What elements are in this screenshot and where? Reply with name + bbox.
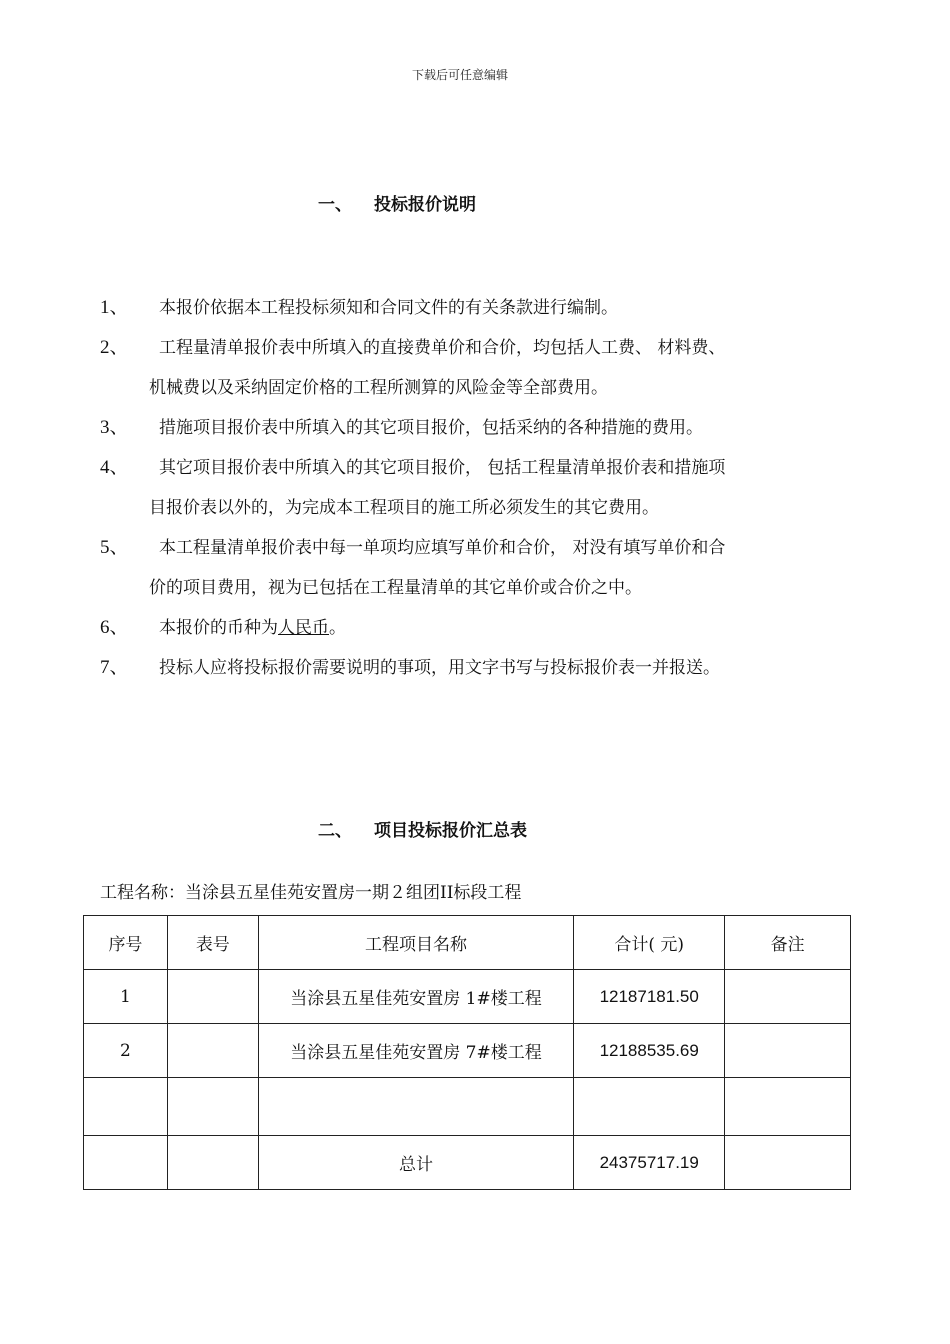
table-cell [725, 1024, 851, 1078]
currency-value: 人民币 [278, 618, 329, 638]
list-item-text [149, 328, 820, 408]
section-title-explanation [318, 190, 476, 215]
column-header: 表号 [167, 916, 258, 970]
table-cell [725, 970, 851, 1024]
list-item-text [159, 648, 820, 688]
list-item-line: 价的项目费用，视为已包括在工程量清单的其它单价或合价之中。 [149, 578, 642, 598]
column-header: 备注 [725, 916, 851, 970]
list-item-line: 本报价依据本工程投标须知和合同文件的有关条款进行编制。 [159, 298, 618, 318]
list-item-text [159, 608, 820, 648]
table-total-row [84, 1136, 851, 1190]
list-item-index: 1、 [100, 297, 129, 318]
column-header: 工程项目名称 [258, 916, 574, 970]
list-item [100, 328, 820, 408]
list-item-text [149, 528, 820, 608]
list-item-line: 措施项目报价表中所填入的其它项目报价，包括采纳的各种措施的费用。 [159, 418, 703, 438]
list-item-text [149, 448, 820, 528]
table-cell [84, 1078, 168, 1136]
table-cell: 12187181.50 [574, 970, 725, 1024]
summary-table [83, 915, 851, 1190]
currency-prefix: 本报价的币种为 [159, 618, 278, 638]
table-row [84, 1024, 851, 1078]
project-name: 工程名称：当涂县五星佳苑安置房一期２组团II标段工程 [100, 883, 522, 903]
table-cell [167, 1136, 258, 1190]
table-cell [258, 1078, 574, 1136]
table-cell: 1 [84, 970, 168, 1024]
list-item [100, 288, 820, 328]
section-title-text: 项目投标报价汇总表 [374, 821, 527, 841]
list-item-index: 7、 [100, 657, 129, 678]
table-cell [574, 1078, 725, 1136]
column-header: 合计( 元) [574, 916, 725, 970]
list-item [100, 528, 820, 608]
table-cell: 当涂县五星佳苑安置房 1#楼工程 [258, 970, 574, 1024]
table-cell [167, 970, 258, 1024]
table-row [84, 1078, 851, 1136]
explanation-list [100, 288, 820, 688]
header-note: 下载后可任意编辑 [411, 68, 508, 82]
list-item-index: 4、 [100, 457, 129, 478]
list-item-line: 投标人应将投标报价需要说明的事项，用文字书写与投标报价表一并报送。 [159, 658, 720, 678]
table-cell: 2 [84, 1024, 168, 1078]
table-cell [167, 1024, 258, 1078]
table-header-row [84, 916, 851, 970]
list-item-text [159, 408, 820, 448]
table-cell [725, 1136, 851, 1190]
list-item-line: 本工程量清单报价表中每一单项均应填写单价和合价， 对没有填写单价和合 [159, 538, 726, 558]
list-item [100, 408, 820, 448]
table-cell: 总计 [258, 1136, 574, 1190]
list-item [100, 608, 820, 648]
list-item [100, 448, 820, 528]
list-item-line [159, 608, 820, 648]
list-item [100, 648, 820, 688]
table-cell: 24375717.19 [574, 1136, 725, 1190]
table-cell: 12188535.69 [574, 1024, 725, 1078]
table-cell: 当涂县五星佳苑安置房 7#楼工程 [258, 1024, 574, 1078]
table-cell [725, 1078, 851, 1136]
list-item-line: 工程量清单报价表中所填入的直接费单价和合价，均包括人工费、 材料费、 [159, 338, 726, 358]
table-cell [84, 1136, 168, 1190]
list-item-index: 2、 [100, 337, 129, 358]
section-title-summary [318, 816, 527, 841]
list-item-line: 机械费以及采纳固定价格的工程所测算的风险金等全部费用。 [149, 378, 608, 398]
list-item-index: 3、 [100, 417, 129, 438]
section-title-text: 投标报价说明 [374, 195, 476, 215]
table-cell [167, 1078, 258, 1136]
table-row [84, 970, 851, 1024]
list-item-text [159, 288, 820, 328]
list-item-index: 5、 [100, 537, 129, 558]
list-item-line: 目报价表以外的，为完成本工程项目的施工所必须发生的其它费用。 [149, 498, 659, 518]
list-item-line: 其它项目报价表中所填入的其它项目报价， 包括工程量清单报价表和措施项 [159, 458, 726, 478]
section-number: 一、 [318, 195, 352, 215]
column-header: 序号 [84, 916, 168, 970]
currency-suffix: 。 [329, 618, 346, 638]
section-number: 二、 [318, 821, 352, 841]
list-item-index: 6、 [100, 617, 129, 638]
